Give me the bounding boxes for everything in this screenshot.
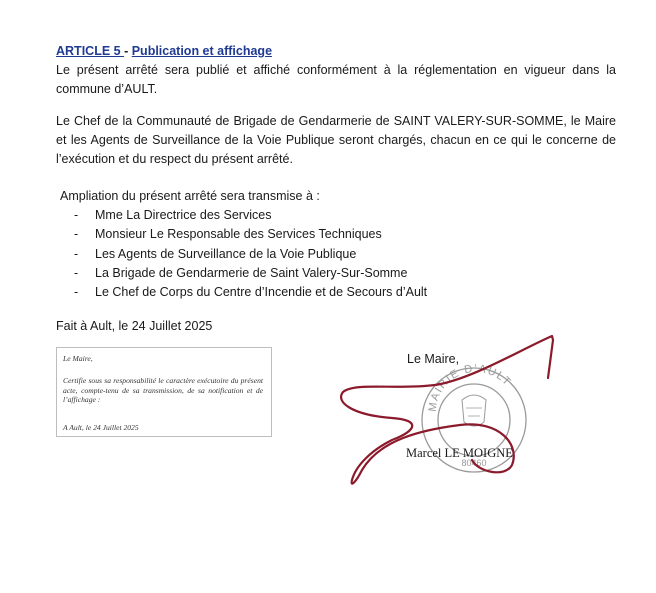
recipient-label: Mme La Directrice des Services xyxy=(95,208,272,222)
article-number: ARTICLE 5 xyxy=(56,44,125,58)
recipient-label: Les Agents de Surveillance de la Voie Publique xyxy=(95,246,357,261)
stamp-postcode: 80460 xyxy=(461,458,487,468)
paragraph-publication: Le présent arrêté sera publié et affiché conformément à la réglementation en vigueur dans la commune d’AULT. xyxy=(56,63,616,96)
certification-header: Le Maire, xyxy=(63,354,93,363)
list-dash: - xyxy=(74,227,79,242)
place-date-line: Fait à Ault, le 24 Juillet 2025 xyxy=(56,319,213,333)
list-dash: - xyxy=(74,265,79,280)
article-heading xyxy=(56,44,272,58)
list-item xyxy=(74,264,427,283)
recipients-list xyxy=(74,206,427,302)
list-dash: - xyxy=(74,208,79,222)
recipient-label: La Brigade de Gendarmerie de Saint Valery-Sur-Somme xyxy=(95,265,408,280)
list-dash: - xyxy=(74,285,79,300)
article-title: Publication et affichage xyxy=(131,44,273,58)
stamp-text: MAIRIE D’AULT xyxy=(426,362,514,413)
article-separator: - xyxy=(124,44,129,58)
list-item xyxy=(74,283,427,302)
recipient-label: Monsieur Le Responsable des Services Techniques xyxy=(95,227,382,242)
mayor-label: Le Maire, xyxy=(407,352,460,366)
list-dash: - xyxy=(74,246,79,261)
ampliation-intro: Ampliation du présent arrêté sera transmise à : xyxy=(60,189,320,203)
certification-text: Certifie sous sa responsabilité le caractère exécutoire du présent acte, compte-tenu de sa transmission, de sa notification et de l’affichage : xyxy=(63,376,263,404)
list-item xyxy=(74,225,427,244)
recipient-label: Le Chef de Corps du Centre d’Incendie et de Secours d’Ault xyxy=(95,285,428,300)
list-item xyxy=(74,206,427,225)
list-item xyxy=(74,245,427,264)
certification-box xyxy=(56,347,272,437)
mayor-name: Marcel LE MOIGNE xyxy=(406,446,513,460)
certification-date: A Ault, le 24 Juillet 2025 xyxy=(63,423,139,432)
paragraph-execution: Le Chef de la Communauté de Brigade de Gendarmerie de SAINT VALERY-SUR-SOMME, le Maire et les Agents de Surveillance de la Voie Publique seront chargés, chacun en ce qui le concerne de l’exécution et du respect du présent arrêté. xyxy=(56,114,616,166)
